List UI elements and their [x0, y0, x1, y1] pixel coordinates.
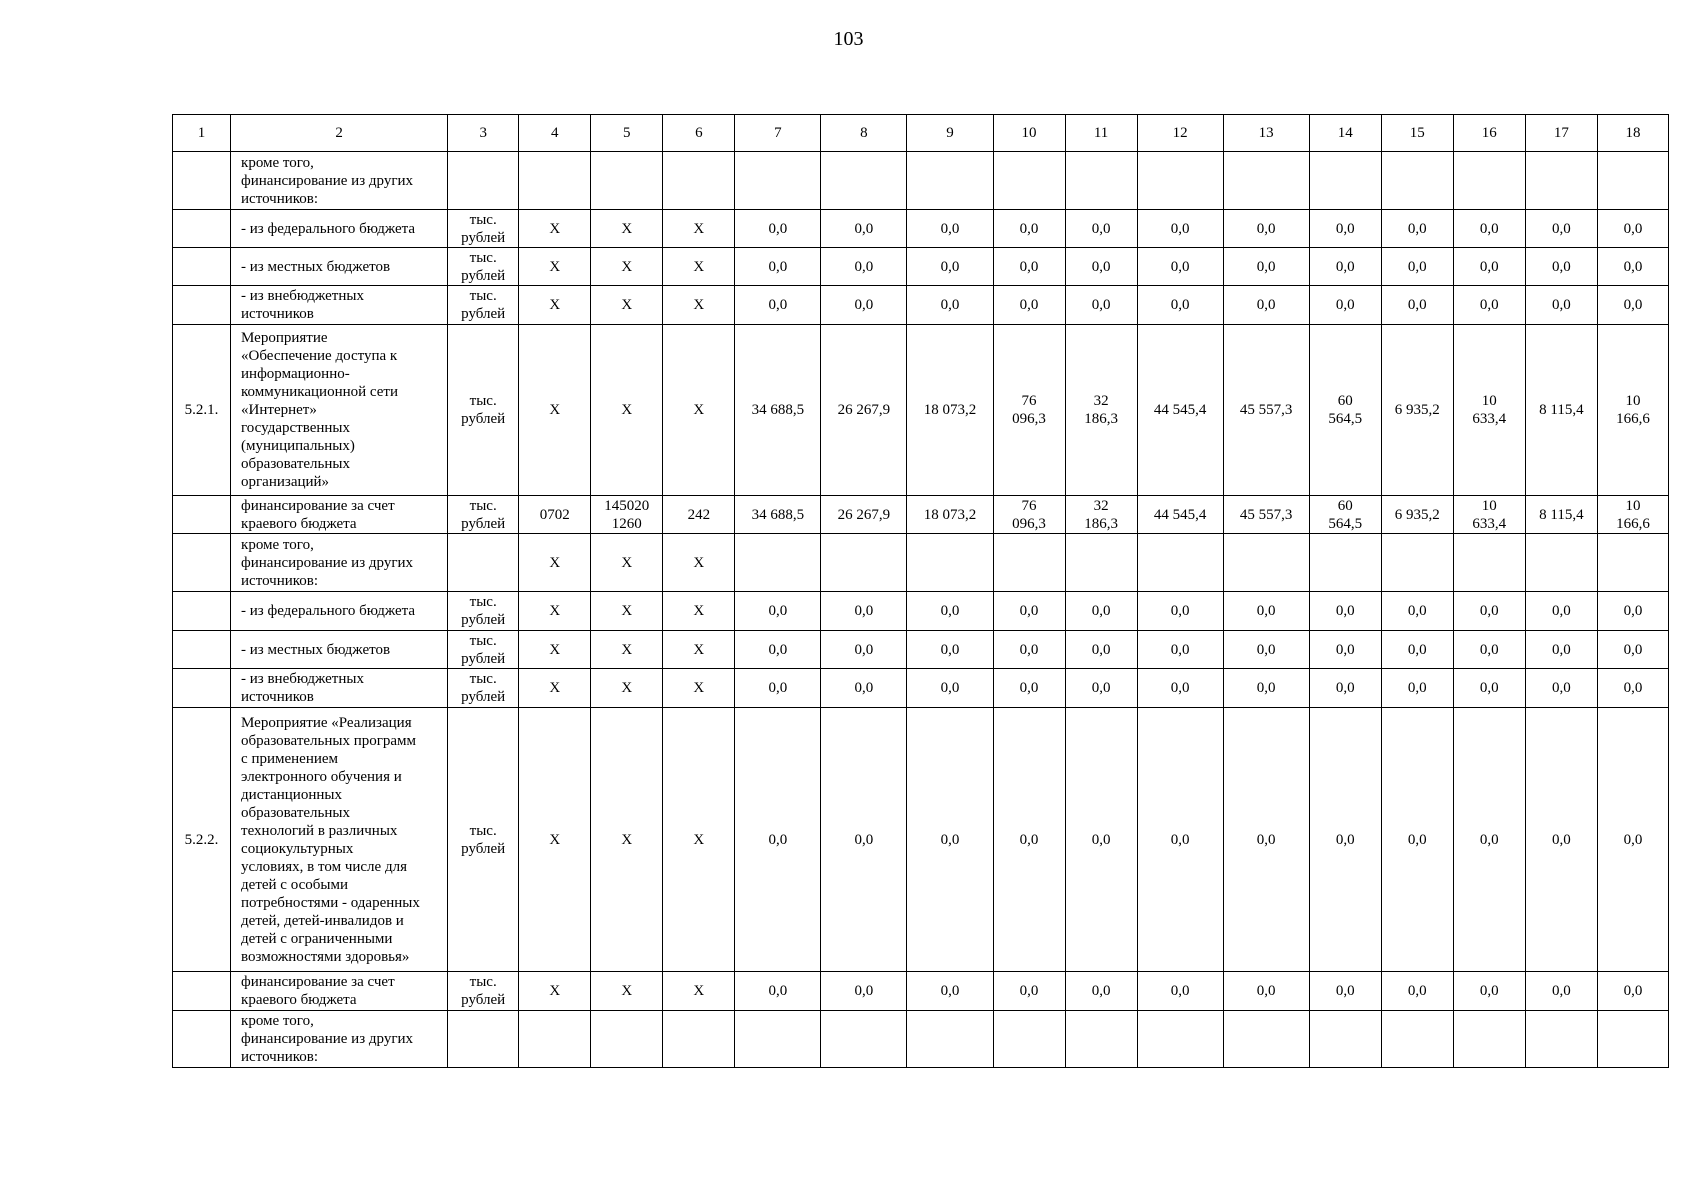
value-cell: 0,0 — [1137, 669, 1223, 708]
row-name-cell: Мероприятие «Реализация образовательных программ с применением электронного обучения и дистанционных образовательных технологий в различных социокультурных условиях, в том числе для детей с особыми потребностями - одаренных детей, детей-инвалидов и детей с ограниченными возможностями здоровья» — [231, 708, 448, 972]
value-cell: 0,0 — [1137, 248, 1223, 286]
value-cell: 32 186,3 — [1065, 496, 1137, 534]
code-cell: X — [519, 325, 591, 496]
row-number-cell: 5.2.1. — [173, 325, 231, 496]
value-cell: 76 096,3 — [993, 325, 1065, 496]
value-cell: 0,0 — [1453, 286, 1525, 325]
value-cell: 0,0 — [1137, 286, 1223, 325]
value-cell: 0,0 — [993, 210, 1065, 248]
value-cell: 0,0 — [1381, 286, 1453, 325]
value-cell: 0,0 — [735, 592, 821, 631]
value-cell: 0,0 — [907, 708, 993, 972]
code-cell: X — [591, 708, 663, 972]
value-cell — [735, 1011, 821, 1068]
value-cell: 0,0 — [1137, 631, 1223, 669]
code-cell: X — [519, 631, 591, 669]
column-header: 8 — [821, 115, 907, 152]
value-cell: 0,0 — [993, 592, 1065, 631]
value-cell: 0,0 — [1309, 669, 1381, 708]
value-cell — [907, 534, 993, 592]
value-cell: 0,0 — [1597, 708, 1668, 972]
value-cell: 0,0 — [821, 286, 907, 325]
row-number-cell — [173, 248, 231, 286]
row-name-cell: - из внебюджетных источников — [231, 669, 448, 708]
value-cell: 0,0 — [907, 592, 993, 631]
value-cell — [1525, 534, 1597, 592]
value-cell: 0,0 — [993, 708, 1065, 972]
value-cell — [1223, 534, 1309, 592]
value-cell: 10 166,6 — [1597, 325, 1668, 496]
value-cell: 0,0 — [1597, 972, 1668, 1011]
value-cell: 0,0 — [1381, 592, 1453, 631]
value-cell: 6 935,2 — [1381, 325, 1453, 496]
value-cell: 0,0 — [907, 669, 993, 708]
value-cell: 0,0 — [1453, 972, 1525, 1011]
page-number: 103 — [833, 28, 864, 50]
row-number-cell — [173, 592, 231, 631]
value-cell: 0,0 — [1065, 972, 1137, 1011]
table-row — [173, 248, 1669, 286]
code-cell: X — [663, 210, 735, 248]
code-cell: X — [591, 972, 663, 1011]
code-cell — [591, 152, 663, 210]
code-cell: X — [591, 534, 663, 592]
value-cell: 0,0 — [1525, 631, 1597, 669]
value-cell: 0,0 — [1309, 286, 1381, 325]
value-cell: 0,0 — [1525, 708, 1597, 972]
column-header: 1 — [173, 115, 231, 152]
value-cell: 0,0 — [1137, 708, 1223, 972]
row-name-cell: кроме того, финансирование из других источников: — [231, 534, 448, 592]
row-name-cell: финансирование за счет краевого бюджета — [231, 972, 448, 1011]
value-cell: 0,0 — [735, 286, 821, 325]
value-cell: 0,0 — [1453, 708, 1525, 972]
value-cell: 0,0 — [907, 286, 993, 325]
table-row — [173, 152, 1669, 210]
value-cell: 0,0 — [1309, 708, 1381, 972]
value-cell — [821, 1011, 907, 1068]
value-cell: 0,0 — [1525, 210, 1597, 248]
code-cell: X — [591, 592, 663, 631]
value-cell: 0,0 — [1309, 972, 1381, 1011]
value-cell: 8 115,4 — [1525, 496, 1597, 534]
code-cell: X — [591, 210, 663, 248]
value-cell: 0,0 — [1525, 286, 1597, 325]
value-cell — [735, 152, 821, 210]
value-cell: 0,0 — [1065, 210, 1137, 248]
value-cell: 0,0 — [907, 210, 993, 248]
value-cell — [993, 152, 1065, 210]
value-cell: 8 115,4 — [1525, 325, 1597, 496]
code-cell — [663, 152, 735, 210]
value-cell: 0,0 — [993, 631, 1065, 669]
table-header-row — [173, 115, 1669, 152]
table-row — [173, 631, 1669, 669]
value-cell: 18 073,2 — [907, 325, 993, 496]
code-cell: X — [663, 972, 735, 1011]
value-cell — [821, 534, 907, 592]
row-number-cell — [173, 496, 231, 534]
value-cell: 0,0 — [1597, 286, 1668, 325]
value-cell — [907, 1011, 993, 1068]
table-row — [173, 210, 1669, 248]
row-number-cell — [173, 534, 231, 592]
unit-cell: тыс. рублей — [448, 972, 519, 1011]
value-cell: 0,0 — [1223, 286, 1309, 325]
value-cell — [821, 152, 907, 210]
value-cell: 0,0 — [1137, 592, 1223, 631]
code-cell: X — [519, 669, 591, 708]
value-cell: 0,0 — [735, 210, 821, 248]
value-cell: 0,0 — [821, 708, 907, 972]
row-name-cell: - из местных бюджетов — [231, 248, 448, 286]
value-cell: 60 564,5 — [1309, 325, 1381, 496]
value-cell: 0,0 — [1065, 708, 1137, 972]
value-cell: 44 545,4 — [1137, 496, 1223, 534]
table-row — [173, 972, 1669, 1011]
value-cell: 0,0 — [1065, 631, 1137, 669]
code-cell — [663, 1011, 735, 1068]
table-row — [173, 708, 1669, 972]
code-cell: X — [663, 592, 735, 631]
value-cell: 0,0 — [1381, 248, 1453, 286]
column-header: 6 — [663, 115, 735, 152]
row-name-cell: кроме того, финансирование из других источников: — [231, 1011, 448, 1068]
value-cell: 0,0 — [1597, 669, 1668, 708]
column-header: 16 — [1453, 115, 1525, 152]
value-cell — [1065, 1011, 1137, 1068]
value-cell: 0,0 — [1223, 592, 1309, 631]
value-cell: 0,0 — [1223, 972, 1309, 1011]
code-cell: X — [519, 592, 591, 631]
value-cell: 0,0 — [1453, 210, 1525, 248]
row-name-cell: - из федерального бюджета — [231, 210, 448, 248]
code-cell: X — [591, 631, 663, 669]
value-cell: 0,0 — [821, 210, 907, 248]
value-cell: 0,0 — [821, 669, 907, 708]
row-number-cell — [173, 286, 231, 325]
code-cell: X — [519, 534, 591, 592]
row-name-cell: - из федерального бюджета — [231, 592, 448, 631]
value-cell — [1223, 1011, 1309, 1068]
code-cell: X — [519, 972, 591, 1011]
column-header: 7 — [735, 115, 821, 152]
column-header: 17 — [1525, 115, 1597, 152]
value-cell: 76 096,3 — [993, 496, 1065, 534]
column-header: 9 — [907, 115, 993, 152]
code-cell: X — [663, 708, 735, 972]
value-cell: 0,0 — [1381, 972, 1453, 1011]
value-cell: 45 557,3 — [1223, 325, 1309, 496]
value-cell: 0,0 — [1381, 708, 1453, 972]
row-number-cell — [173, 210, 231, 248]
value-cell: 0,0 — [1065, 248, 1137, 286]
value-cell: 60 564,5 — [1309, 496, 1381, 534]
value-cell: 26 267,9 — [821, 496, 907, 534]
value-cell: 0,0 — [1453, 631, 1525, 669]
value-cell: 0,0 — [735, 669, 821, 708]
value-cell: 0,0 — [1309, 631, 1381, 669]
value-cell: 0,0 — [735, 631, 821, 669]
column-header: 18 — [1597, 115, 1668, 152]
table-row — [173, 286, 1669, 325]
unit-cell — [448, 534, 519, 592]
column-header: 14 — [1309, 115, 1381, 152]
value-cell: 18 073,2 — [907, 496, 993, 534]
value-cell: 0,0 — [1137, 972, 1223, 1011]
value-cell — [1597, 152, 1668, 210]
code-cell: 0702 — [519, 496, 591, 534]
code-cell — [519, 1011, 591, 1068]
unit-cell: тыс. рублей — [448, 286, 519, 325]
code-cell: X — [591, 248, 663, 286]
unit-cell — [448, 1011, 519, 1068]
value-cell: 0,0 — [1525, 972, 1597, 1011]
value-cell: 0,0 — [993, 669, 1065, 708]
unit-cell: тыс. рублей — [448, 631, 519, 669]
code-cell: X — [663, 669, 735, 708]
column-header: 2 — [231, 115, 448, 152]
value-cell: 0,0 — [1065, 286, 1137, 325]
value-cell — [1137, 152, 1223, 210]
value-cell — [1309, 152, 1381, 210]
row-number-cell: 5.2.2. — [173, 708, 231, 972]
value-cell: 0,0 — [1597, 248, 1668, 286]
value-cell: 0,0 — [993, 286, 1065, 325]
table-row — [173, 534, 1669, 592]
code-cell: X — [519, 286, 591, 325]
value-cell: 0,0 — [1309, 592, 1381, 631]
value-cell: 0,0 — [907, 248, 993, 286]
value-cell: 0,0 — [1223, 708, 1309, 972]
value-cell: 6 935,2 — [1381, 496, 1453, 534]
value-cell — [1309, 1011, 1381, 1068]
code-cell: X — [591, 669, 663, 708]
row-number-cell — [173, 669, 231, 708]
value-cell: 0,0 — [735, 708, 821, 972]
value-cell: 0,0 — [1381, 631, 1453, 669]
value-cell — [1223, 152, 1309, 210]
row-name-cell: кроме того, финансирование из других источников: — [231, 152, 448, 210]
code-cell: 242 — [663, 496, 735, 534]
value-cell — [1137, 1011, 1223, 1068]
code-cell: X — [663, 325, 735, 496]
unit-cell: тыс. рублей — [448, 669, 519, 708]
value-cell: 0,0 — [1525, 592, 1597, 631]
value-cell: 26 267,9 — [821, 325, 907, 496]
unit-cell: тыс. рублей — [448, 496, 519, 534]
value-cell: 0,0 — [1065, 592, 1137, 631]
code-cell: 145020 1260 — [591, 496, 663, 534]
value-cell — [1525, 1011, 1597, 1068]
code-cell: X — [591, 286, 663, 325]
value-cell: 0,0 — [907, 631, 993, 669]
unit-cell — [448, 152, 519, 210]
value-cell: 0,0 — [1309, 248, 1381, 286]
budget-table — [172, 114, 1669, 1068]
value-cell — [1453, 152, 1525, 210]
value-cell: 0,0 — [1597, 592, 1668, 631]
value-cell: 0,0 — [1381, 210, 1453, 248]
value-cell — [1453, 1011, 1525, 1068]
column-header: 13 — [1223, 115, 1309, 152]
column-header: 4 — [519, 115, 591, 152]
value-cell: 44 545,4 — [1137, 325, 1223, 496]
value-cell: 0,0 — [1453, 592, 1525, 631]
value-cell: 0,0 — [1223, 669, 1309, 708]
code-cell: X — [519, 210, 591, 248]
value-cell — [1065, 534, 1137, 592]
value-cell: 0,0 — [1065, 669, 1137, 708]
code-cell — [591, 1011, 663, 1068]
value-cell: 0,0 — [1525, 248, 1597, 286]
value-cell: 0,0 — [907, 972, 993, 1011]
value-cell: 34 688,5 — [735, 325, 821, 496]
value-cell — [1525, 152, 1597, 210]
value-cell: 32 186,3 — [1065, 325, 1137, 496]
code-cell: X — [591, 325, 663, 496]
value-cell: 0,0 — [1137, 210, 1223, 248]
value-cell — [1309, 534, 1381, 592]
value-cell: 0,0 — [821, 631, 907, 669]
code-cell: X — [519, 708, 591, 972]
row-name-cell: финансирование за счет краевого бюджета — [231, 496, 448, 534]
value-cell: 0,0 — [1597, 631, 1668, 669]
table-row — [173, 592, 1669, 631]
row-name-cell: - из местных бюджетов — [231, 631, 448, 669]
column-header: 3 — [448, 115, 519, 152]
value-cell — [1137, 534, 1223, 592]
unit-cell: тыс. рублей — [448, 325, 519, 496]
unit-cell: тыс. рублей — [448, 708, 519, 972]
value-cell: 0,0 — [1453, 248, 1525, 286]
value-cell: 0,0 — [1453, 669, 1525, 708]
code-cell: X — [663, 534, 735, 592]
value-cell: 0,0 — [1223, 210, 1309, 248]
unit-cell: тыс. рублей — [448, 592, 519, 631]
row-number-cell — [173, 972, 231, 1011]
value-cell: 0,0 — [1525, 669, 1597, 708]
value-cell: 10 633,4 — [1453, 496, 1525, 534]
value-cell — [1381, 1011, 1453, 1068]
row-number-cell — [173, 631, 231, 669]
value-cell — [993, 1011, 1065, 1068]
value-cell: 0,0 — [993, 248, 1065, 286]
row-number-cell — [173, 152, 231, 210]
value-cell: 0,0 — [735, 248, 821, 286]
value-cell: 0,0 — [735, 972, 821, 1011]
value-cell — [1381, 152, 1453, 210]
value-cell: 0,0 — [993, 972, 1065, 1011]
table-row — [173, 325, 1669, 496]
code-cell: X — [663, 286, 735, 325]
table-row — [173, 1011, 1669, 1068]
value-cell: 0,0 — [1223, 248, 1309, 286]
value-cell: 0,0 — [1309, 210, 1381, 248]
table-row — [173, 496, 1669, 534]
row-name-cell: - из внебюджетных источников — [231, 286, 448, 325]
row-name-cell: Мероприятие «Обеспечение доступа к информационно- коммуникационной сети «Интернет» государственных (муниципальных) образовательных организаций» — [231, 325, 448, 496]
column-header: 12 — [1137, 115, 1223, 152]
column-header: 11 — [1065, 115, 1137, 152]
code-cell: X — [663, 631, 735, 669]
value-cell: 0,0 — [1597, 210, 1668, 248]
value-cell: 34 688,5 — [735, 496, 821, 534]
value-cell: 0,0 — [821, 592, 907, 631]
code-cell — [519, 152, 591, 210]
unit-cell: тыс. рублей — [448, 210, 519, 248]
value-cell — [1381, 534, 1453, 592]
code-cell: X — [519, 248, 591, 286]
value-cell: 0,0 — [821, 972, 907, 1011]
value-cell: 10 633,4 — [1453, 325, 1525, 496]
value-cell — [1597, 534, 1668, 592]
column-header: 5 — [591, 115, 663, 152]
unit-cell: тыс. рублей — [448, 248, 519, 286]
column-header: 10 — [993, 115, 1065, 152]
row-number-cell — [173, 1011, 231, 1068]
value-cell: 0,0 — [821, 248, 907, 286]
value-cell — [735, 534, 821, 592]
column-header: 15 — [1381, 115, 1453, 152]
value-cell: 0,0 — [1223, 631, 1309, 669]
value-cell — [1065, 152, 1137, 210]
value-cell — [1453, 534, 1525, 592]
value-cell: 45 557,3 — [1223, 496, 1309, 534]
value-cell: 10 166,6 — [1597, 496, 1668, 534]
value-cell — [1597, 1011, 1668, 1068]
value-cell — [907, 152, 993, 210]
code-cell: X — [663, 248, 735, 286]
value-cell: 0,0 — [1381, 669, 1453, 708]
table-row — [173, 669, 1669, 708]
value-cell — [993, 534, 1065, 592]
